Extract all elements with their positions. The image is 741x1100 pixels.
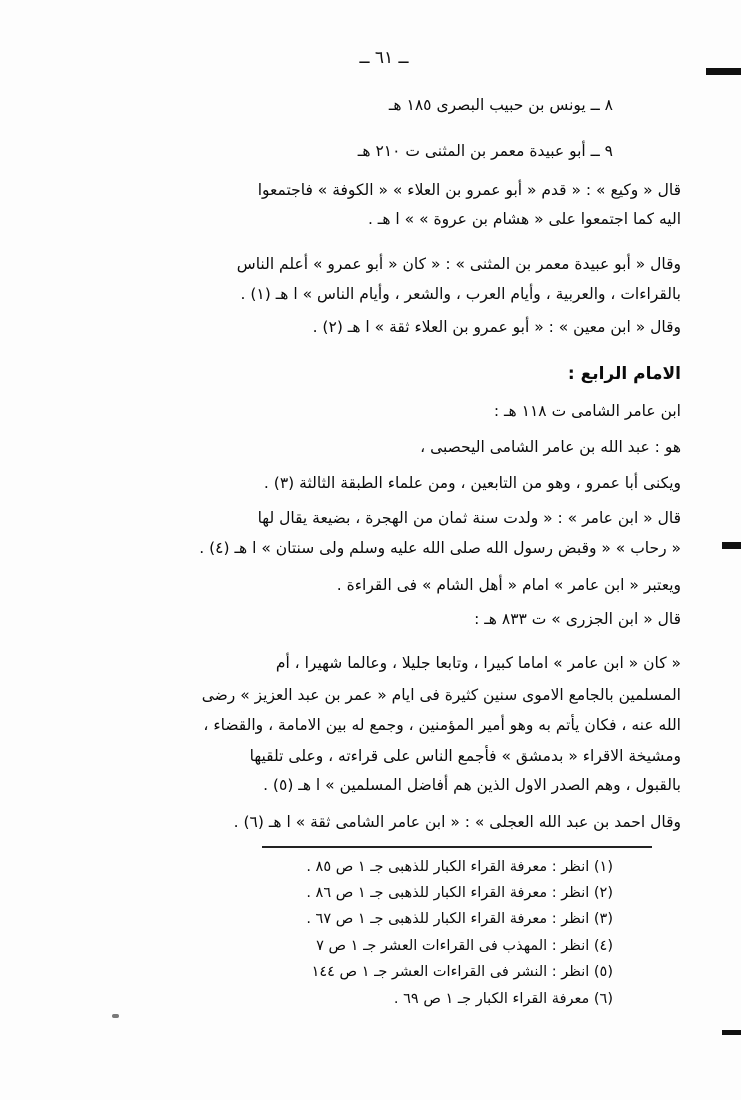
text-line: الله عنه ، فكان يأتم به وهو أمير المؤمنين ، وجمع له بين الامامة ، والقضاء ،	[203, 716, 681, 734]
text-line: وقال « أبو عبيدة معمر بن المثنى » : « كان « أبو عمرو » أعلم الناس	[236, 255, 681, 273]
scan-mark	[722, 1030, 741, 1035]
footnote: (٤) انظر : المهذب فى القراءات العشر جـ ١ ص ٧	[316, 938, 613, 954]
scan-mark	[706, 68, 741, 75]
text-line: قال « ابن عامر » : « ولدت سنة ثمان من الهجرة ، بضيعة يقال لها	[257, 509, 681, 527]
text-line: وقال « ابن معين » : « أبو عمرو بن العلاء ثقة » ا هـ (٢) .	[312, 318, 681, 336]
text-line: قال « ابن الجزرى » ت ٨٣٣ هـ :	[474, 610, 681, 628]
text-line: قال « وكيع » : « قدم « أبو عمرو بن العلاء » « الكوفة » فاجتمعوا	[257, 181, 681, 199]
text-line: اليه كما اجتمعوا على « هشام بن عروة » » ا هـ .	[367, 210, 681, 228]
footnote: (٦) معرفة القراء الكبار جـ ١ ص ٦٩ .	[393, 991, 613, 1007]
page-number: ــ ٦١ ــ	[359, 48, 409, 68]
text-line: ويكنى أبا عمرو ، وهو من التابعين ، ومن علماء الطبقة الثالثة (٣) .	[263, 474, 681, 492]
text-line: بالقراءات ، والعربية ، وأيام العرب ، والشعر ، وأيام الناس » ا هـ (١) .	[240, 285, 681, 303]
scan-smudge	[112, 1014, 119, 1018]
text-line: ٨ ــ يونس بن حبيب البصرى ١٨٥ هـ	[388, 96, 613, 114]
text-line: ٩ ــ أبو عبيدة معمر بن المثنى ت ٢١٠ هـ	[357, 142, 613, 160]
footnote: (١) انظر : معرفة القراء الكبار للذهبى جـ ١ ص ٨٥ .	[306, 859, 613, 875]
text-line: « رحاب » « وقبض رسول الله صلى الله عليه وسلم ولى سنتان » ا هـ (٤) .	[199, 539, 681, 557]
text-line: المسلمين بالجامع الاموى سنين كثيرة فى ايام « عمر بن عبد العزيز » رضى	[201, 686, 681, 704]
footnote: (٣) انظر : معرفة القراء الكبار للذهبى جـ ١ ص ٦٧ .	[306, 911, 613, 927]
text-line: وقال احمد بن عبد الله العجلى » : « ابن عامر الشامى ثقة » ا هـ (٦) .	[233, 813, 681, 831]
text-line: بالقبول ، وهم الصدر الاول الذين هم أفاضل المسلمين » ا هـ (٥) .	[263, 776, 681, 794]
scan-mark	[722, 542, 741, 549]
section-heading: الامام الرابع :	[567, 364, 681, 384]
footnote-rule	[262, 846, 652, 848]
text-line: « كان « ابن عامر » اماما كبيرا ، وتابعا جليلا ، وعالما شهيرا ، أم	[275, 654, 681, 672]
text-line: ويعتبر « ابن عامر » امام « أهل الشام » فى القراءة .	[336, 576, 681, 594]
footnote: (٢) انظر : معرفة القراء الكبار للذهبى جـ ١ ص ٨٦ .	[306, 885, 613, 901]
text-line: ومشيخة الاقراء « بدمشق » فأجمع الناس على قراءته ، وعلى تلقيها	[249, 747, 681, 765]
text-line: هو : عبد الله بن عامر الشامى اليحصبى ،	[420, 438, 681, 456]
footnote: (٥) انظر : النشر فى القراءات العشر جـ ١ ص ١٤٤	[311, 964, 613, 980]
text-line: ابن عامر الشامى ت ١١٨ هـ :	[493, 402, 681, 420]
